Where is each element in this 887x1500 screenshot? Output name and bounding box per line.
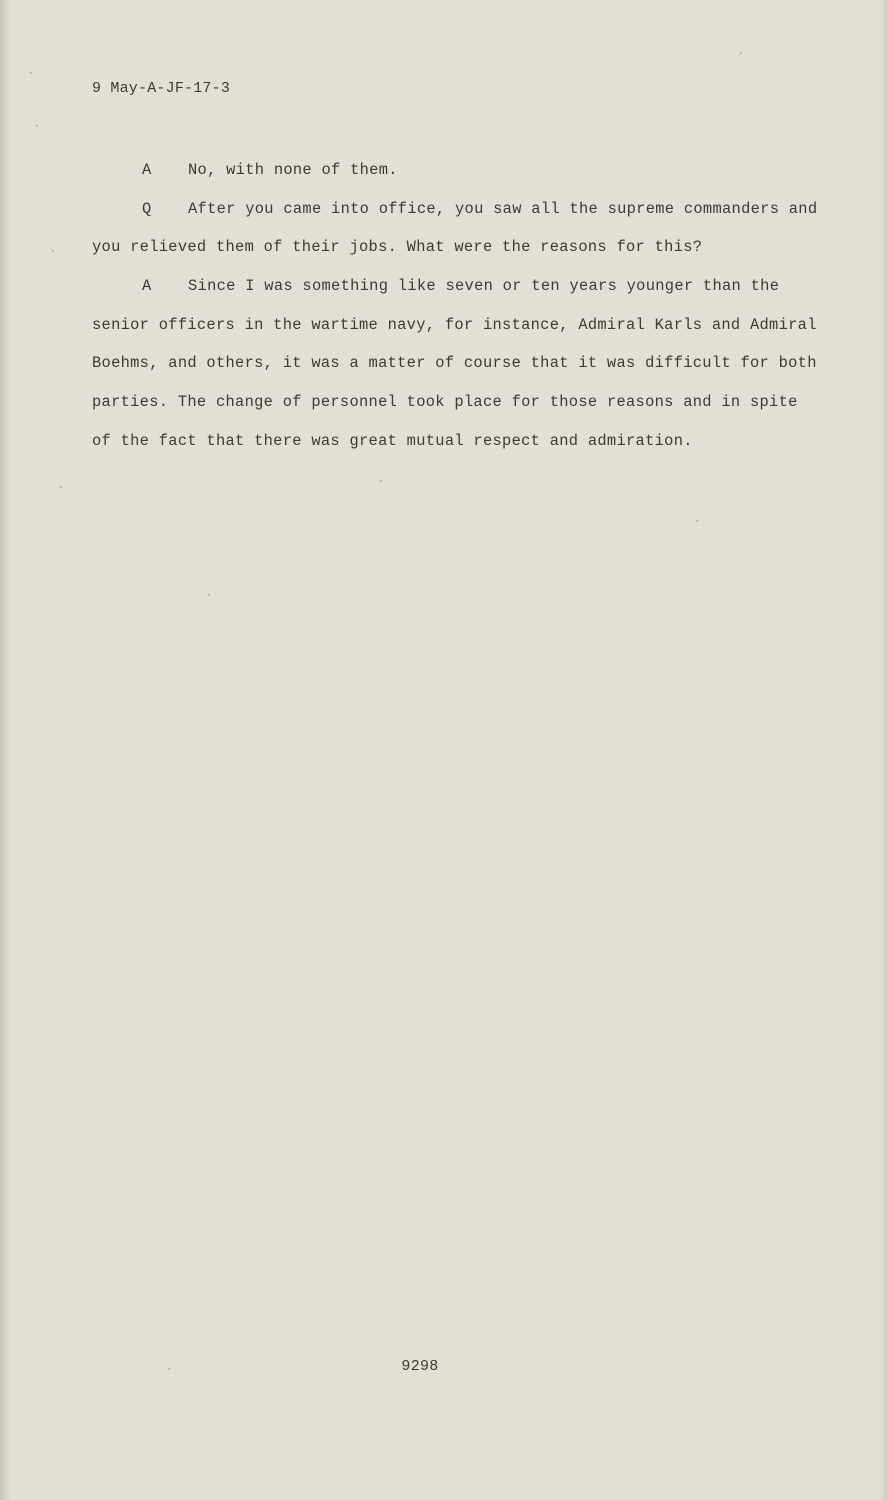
- paper-speck: [168, 1368, 170, 1370]
- paper-speck: [60, 486, 62, 488]
- speaker-label: A: [142, 161, 152, 179]
- page-number: 9298: [401, 1358, 439, 1375]
- line-text: Boehms, and others, it was a matter of course that it was difficult for both: [92, 354, 817, 373]
- paper-speck: [30, 72, 32, 74]
- paper-speck: [36, 125, 38, 127]
- transcript-line: [92, 306, 828, 345]
- line-text: After you came into office, you saw all the supreme commanders and: [188, 199, 818, 218]
- line-text: No, with none of them.: [188, 161, 398, 179]
- transcript-line: [92, 267, 828, 306]
- paper-right-edge: [879, 0, 887, 1500]
- paper-speck: [380, 480, 382, 482]
- paper-speck: [740, 52, 742, 54]
- transcript-body: [92, 151, 828, 461]
- page-identifier: 9 May-A-JF-17-3: [92, 80, 231, 97]
- line-text: Since I was something like seven or ten years younger than the: [188, 277, 780, 296]
- line-text: senior officers in the wartime navy, for instance, Admiral Karls and Admiral: [92, 315, 817, 334]
- paper-speck: [208, 594, 210, 596]
- paper-speck: [696, 520, 698, 522]
- transcript-line: [92, 151, 828, 190]
- transcript-line: [92, 228, 828, 267]
- line-text: parties. The change of personnel took place for those reasons and in spite: [92, 393, 798, 412]
- transcript-line: [92, 190, 828, 229]
- line-text: of the fact that there was great mutual respect and admiration.: [92, 431, 693, 450]
- speaker-label: Q: [142, 199, 152, 218]
- paper-left-edge: [0, 0, 10, 1500]
- transcript-line: [92, 422, 828, 461]
- transcript-line: [92, 383, 828, 422]
- line-text: you relieved them of their jobs. What were the reasons for this?: [92, 238, 703, 257]
- paper-speck: [52, 250, 54, 252]
- speaker-label: A: [142, 277, 152, 296]
- transcript-line: [92, 344, 828, 383]
